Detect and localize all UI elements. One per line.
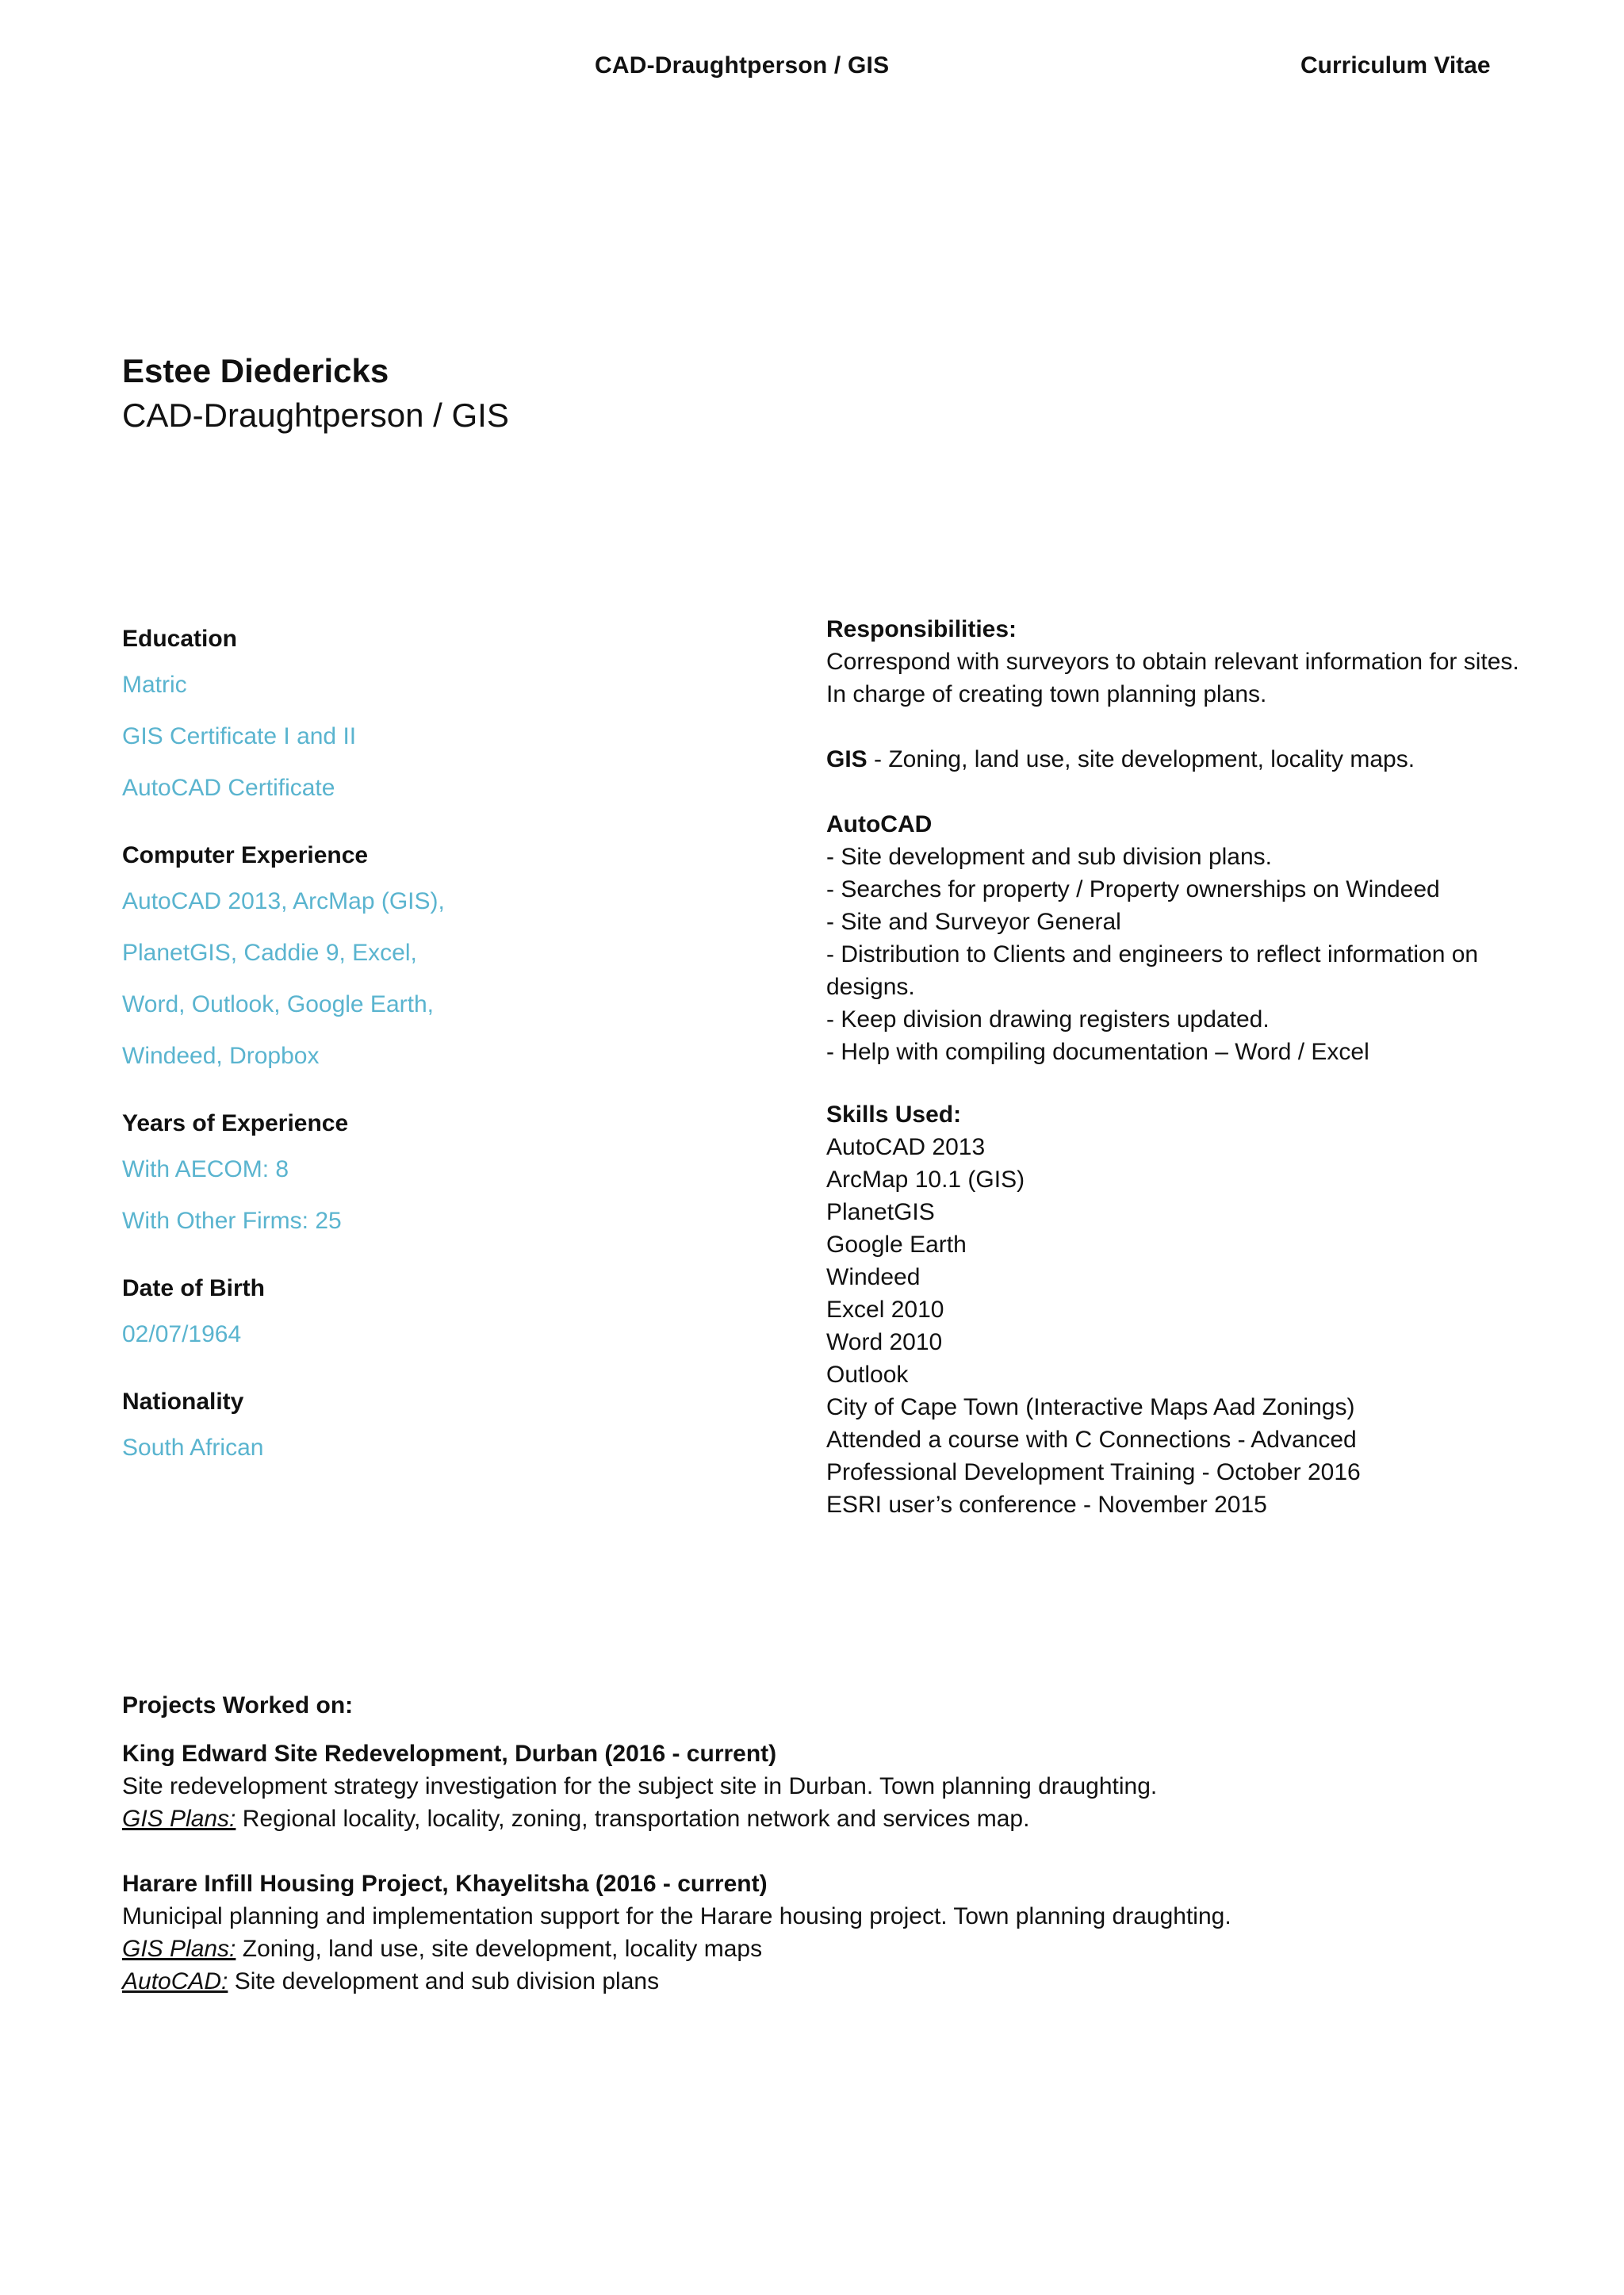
autocad-line: - Searches for property / Property ownerships on Windeed — [826, 876, 1440, 902]
skill-item: Excel 2010 — [826, 1297, 944, 1323]
project-detail-text: Zoning, land use, site development, locality maps — [236, 1936, 763, 1962]
skill-item: Windeed — [826, 1264, 921, 1290]
gis-responsibility — [826, 743, 1524, 776]
education-item: Matric — [122, 672, 187, 698]
left-column — [122, 623, 756, 1500]
section-heading: Computer Experience — [122, 842, 369, 868]
years-of-experience-item: With Other Firms: 25 — [122, 1208, 342, 1234]
computer-experience-item: AutoCAD 2013, ArcMap (GIS), — [122, 888, 445, 914]
years-of-experience-section — [122, 1108, 756, 1257]
person-role: CAD-Draughtperson / GIS — [122, 397, 509, 434]
skill-item: PlanetGIS — [826, 1199, 935, 1225]
date-of-birth-section — [122, 1273, 756, 1370]
project-entry — [122, 1738, 1549, 1835]
nationality-value: South African — [122, 1435, 264, 1461]
project-description: Municipal planning and implementation support for the Harare housing project. Town planning draughting. — [122, 1903, 1231, 1929]
computer-experience-section — [122, 840, 756, 1092]
skills-heading: Skills Used: — [826, 1102, 962, 1128]
header-document-type: Curriculum Vitae — [1300, 52, 1491, 79]
skill-item: Attended a course with C Connections - Advanced — [826, 1427, 1357, 1453]
autocad-line: - Distribution to Clients and engineers to reflect information on designs. — [826, 941, 1479, 1000]
autocad-heading: AutoCAD — [826, 811, 933, 837]
autocad-line: - Keep division drawing registers updated. — [826, 1006, 1270, 1033]
header-title: CAD-Draughtperson / GIS — [595, 52, 890, 79]
gis-text: - Zoning, land use, site development, locality maps. — [867, 746, 1415, 772]
responsibilities-heading: Responsibilities: — [826, 616, 1017, 642]
date-of-birth-value: 02/07/1964 — [122, 1321, 242, 1347]
project-description: Site redevelopment strategy investigation for the subject site in Durban. Town planning draughting. — [122, 1773, 1158, 1799]
projects-section — [122, 1689, 1549, 1998]
project-detail — [122, 1803, 1549, 1835]
project-detail-label: GIS Plans: — [122, 1936, 236, 1962]
project-title: King Edward Site Redevelopment, Durban (2016 - current) — [122, 1741, 777, 1767]
autocad-line: - Help with compiling documentation – Word / Excel — [826, 1039, 1369, 1065]
skill-item: ArcMap 10.1 (GIS) — [826, 1167, 1025, 1193]
section-heading: Nationality — [122, 1389, 244, 1415]
responsibility-line: Correspond with surveyors to obtain relevant information for sites. — [826, 649, 1519, 675]
skill-item: AutoCAD 2013 — [826, 1134, 986, 1160]
computer-experience-item: Windeed, Dropbox — [122, 1043, 320, 1069]
project-title: Harare Infill Housing Project, Khayelitsha (2016 - current) — [122, 1871, 768, 1897]
years-of-experience-item: With AECOM: 8 — [122, 1156, 289, 1182]
education-item: AutoCAD Certificate — [122, 775, 335, 801]
project-detail-label: AutoCAD: — [122, 1968, 228, 1994]
autocad-line: - Site development and sub division plans. — [826, 844, 1273, 870]
gis-label: GIS — [826, 746, 868, 772]
projects-heading: Projects Worked on: — [122, 1692, 354, 1718]
autocad-line: - Site and Surveyor General — [826, 909, 1121, 935]
right-column — [826, 613, 1524, 1521]
person-name: Estee Diedericks — [122, 352, 389, 389]
skill-item: Word 2010 — [826, 1329, 943, 1355]
responsibility-line: In charge of creating town planning plans. — [826, 681, 1267, 707]
skill-item: Google Earth — [826, 1232, 967, 1258]
section-heading: Education — [122, 626, 238, 652]
skill-item: Outlook — [826, 1362, 909, 1388]
education-section — [122, 623, 756, 824]
education-item: GIS Certificate I and II — [122, 723, 357, 749]
project-entry — [122, 1868, 1549, 1998]
project-detail — [122, 1965, 1549, 1998]
section-heading: Years of Experience — [122, 1110, 349, 1136]
project-detail-text: Regional locality, locality, zoning, transportation network and services map. — [236, 1806, 1030, 1832]
computer-experience-item: PlanetGIS, Caddie 9, Excel, — [122, 940, 417, 966]
computer-experience-item: Word, Outlook, Google Earth, — [122, 991, 434, 1017]
skill-item: City of Cape Town (Interactive Maps Aad Zonings) — [826, 1394, 1355, 1420]
skill-item: ESRI user’s conference - November 2015 — [826, 1492, 1267, 1518]
project-detail — [122, 1933, 1549, 1965]
nationality-section — [122, 1386, 756, 1484]
skill-item: Professional Development Training - October 2016 — [826, 1459, 1361, 1485]
section-heading: Date of Birth — [122, 1275, 265, 1301]
project-detail-label: GIS Plans: — [122, 1806, 236, 1832]
project-detail-text: Site development and sub division plans — [228, 1968, 660, 1994]
